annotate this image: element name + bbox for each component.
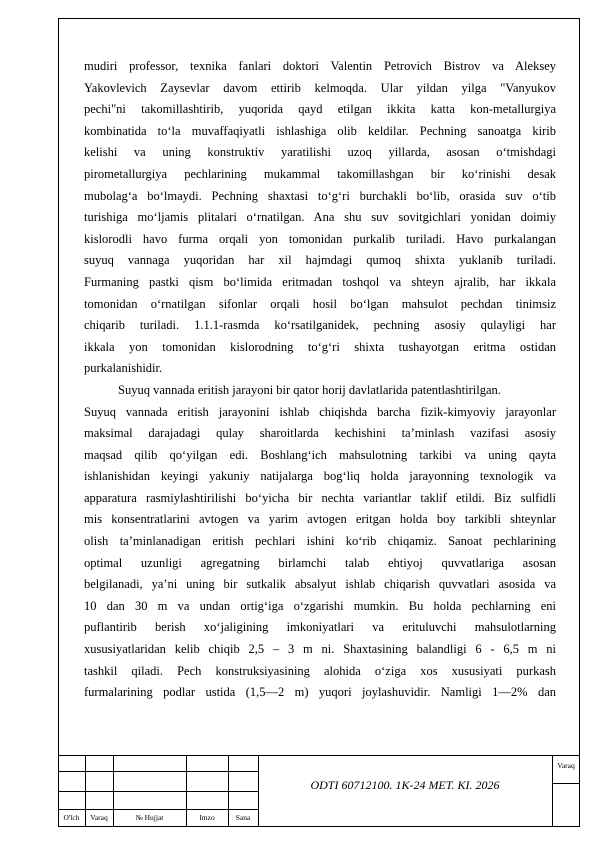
paragraph	[84, 56, 556, 380]
text-line: mubolag‘a bo‘lmaydi. Pechning shaxtasi to‘g‘ri burchakli bo‘lib, orasida suv o‘tib	[84, 188, 556, 203]
document-body	[84, 56, 556, 704]
sheet-label: Varaq	[557, 761, 575, 770]
col-varaq-label: Varaq	[90, 813, 108, 822]
paragraph	[84, 380, 556, 704]
text-line: mudiri professor, texnika fanlari doktori Valentin Petrovich Bistrov va Aleksey	[84, 59, 556, 73]
text-line: belgilanadi, ya’ni uning bir sutkalik absalyut ishlab chiqarish quvvatlari asosida va	[84, 577, 556, 592]
text-line: furmalarining podlar ustida (1,5—2 m) yuqori joylashuvidir. Namligi 1—2% dan	[84, 685, 556, 700]
text-line: Suyuq vannada eritish jarayoni bir qator horij davlatlarida patentlashtirilgan.	[118, 382, 501, 397]
text-line: kombinatida to‘la muvaffaqiyatli ishlashiga olib keldilar. Pechning sanoatga kirib	[84, 123, 556, 138]
text-line: xususiyatlaridan kelib chiqib 2,5 – 3 m ni. Shaxtasining balandligi 6 - 6,5 m ni	[84, 642, 556, 657]
col-hujjat-label: № Hujjat	[135, 813, 164, 822]
text-line: ishlanishidan keyingi yakuniy natijalarga bog‘liq holda jarayonning texnologik va	[84, 469, 556, 484]
text-line: tomonidan o‘rnatilgan sifonlar orqali hosil bo‘lgan mahsulot pechdan tinimsiz	[84, 296, 556, 311]
text-line: purkalanishidir.	[84, 361, 163, 376]
text-line: Yakovlevich Zaysevlar davom ettirib kelmoqda. Ular yildan yilga "Vanyukov	[84, 80, 556, 95]
col-sana-label: Sana	[235, 813, 251, 822]
text-line: ikkala yon tomonidan kislorodning to‘g‘ri shixta tushayotgan eritma ostidan	[84, 339, 556, 354]
col-imzo-label: Imzo	[199, 813, 215, 822]
text-line: apparatura rasmiylashtirilishi bo‘yicha bir nechta variantlar taklif etildi. Biz sulfidli	[84, 490, 556, 505]
text-line: olish ta’minlanadigan eritish pechlari ishini ko‘rib chiqamiz. Sanoat pechlarining	[84, 534, 556, 549]
text-line: pechi"ni takomillashtirib, yuqorida qayd etilgan ikkita katta kon-metallurgiya	[84, 102, 556, 117]
text-line: suyuq vannaga yuqoridan har xil hajmdagi qumoq shixta yuklanib turiladi.	[84, 253, 556, 268]
text-line: tashkil qiladi. Pech konstruksiyasining alohida o‘ziga xos xususiyati purkash	[84, 663, 556, 678]
text-line: maksimal darajadagi qulay sharoitlarda kechishini ta’minlash vazifasi asosiy	[84, 426, 556, 441]
text-line: maqsad qilib qo‘yilgan edi. Boshlang‘ich mahsulotning tarkibi va uning qayta	[84, 447, 556, 462]
text-line: 10 dan 30 m va undan ortig‘iga o‘zgarishi mumkin. Bu holda pechlarning eni	[84, 598, 556, 613]
text-line: Furmaning pastki qism bo‘limida eritmadan toshqol va shteyn ajralib, har ikkala	[84, 274, 556, 289]
title-block	[58, 755, 580, 827]
text-line: optimal uzunligi agregatning birlamchi talab ehtiyoj quvvatlariga asosan	[84, 555, 556, 570]
text-line: puflantirib berish xo‘jaligining imkoniyatlari va erituluvchi mahsulotlarning	[84, 620, 556, 635]
text-line: pirometallurgiya pechlarining mukammal takomillashgan bir ko‘rinishi desak	[84, 166, 556, 181]
document-code: ODTI 60712100. 1K-24 MET. KI. 2026	[310, 778, 500, 792]
text-line: chiqarib turiladi. 1.1.1-rasmda ko‘rsatilganidek, pechning asosiy qulayligi har	[84, 318, 556, 333]
col-olch-label: O'lch	[63, 813, 80, 822]
text-line: turishiga mo‘ljamis plitalari o‘rnatilgan. Ana shu suv sovitgichlari yonidan doimiy	[84, 210, 556, 225]
text-line: Suyuq vannada eritish jarayonini ishlab chiqishda barcha fizik-kimyoviy jarayonlar	[84, 404, 556, 419]
text-line: kislorodli havo furma orqali yon tomonidan purkalib turiladi. Havo purkalangan	[84, 231, 556, 246]
text-line: mis konsentratlarini avtogen va yarim avtogen eritgan holda boy tarkibli shteynlar	[84, 512, 556, 527]
text-line: kelishi va uning konstruktiv yaratilishi uzoq yillarda, asosan o‘tmishdagi	[84, 145, 556, 160]
